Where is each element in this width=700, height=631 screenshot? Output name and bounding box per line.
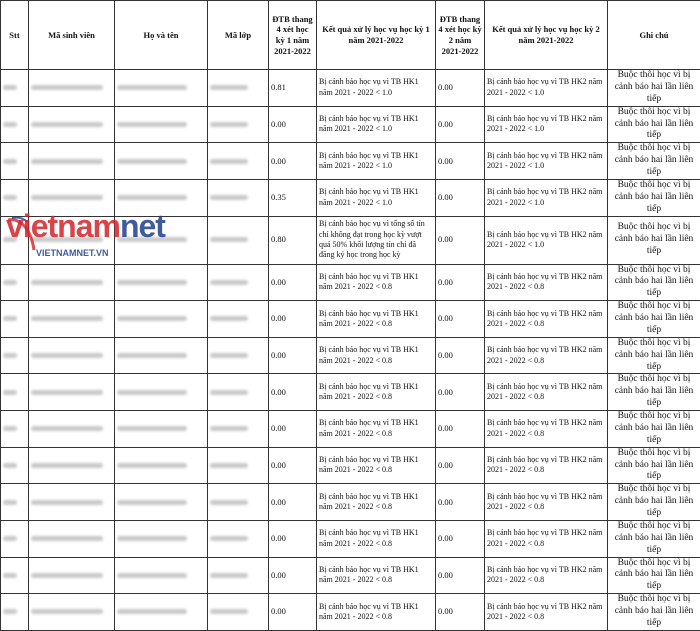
cell-class-code [208,594,269,631]
cell-gpa-sem1: 0.00 [269,374,317,411]
header-result-sem2: Kết quả xử lý học vụ học kỳ 2 năm 2021-2022 [485,1,608,70]
cell-gpa-sem1: 0.00 [269,143,317,180]
cell-result-sem1: Bị cảnh báo học vụ vì tổng số tín chỉ không đạt trong học kỳ vượt quá 50% khối lượng tín chỉ đã đăng ký học trong học kỳ [317,216,436,264]
cell-note: Buộc thôi học vì bị cảnh báo hai lần liên tiếp [608,70,700,107]
cell-student-id [29,337,115,374]
redacted-text [3,122,17,127]
cell-gpa-sem1: 0.00 [269,106,317,143]
cell-class-code [208,447,269,484]
table-row [1,484,700,521]
cell-gpa-sem1: 0.81 [269,70,317,107]
cell-stt [1,70,29,107]
cell-gpa-sem2: 0.00 [436,106,485,143]
redacted-text [31,573,103,578]
cell-stt [1,337,29,374]
cell-result-sem2: Bị cảnh báo học vụ vì TB HK2 năm 2021 - 2022 < 0.8 [485,337,608,374]
cell-result-sem2: Bị cảnh báo học vụ vì TB HK2 năm 2021 - 2022 < 1.0 [485,143,608,180]
cell-student-id [29,301,115,338]
cell-stt [1,557,29,594]
redacted-text [3,573,17,578]
cell-gpa-sem2: 0.00 [436,301,485,338]
header-result-sem1: Kết quả xử lý học vụ học kỳ 1 năm 2021-2022 [317,1,436,70]
redacted-text [31,353,103,358]
cell-result-sem1: Bị cảnh báo học vụ vì TB HK1 năm 2021 - 2022 < 0.8 [317,337,436,374]
redacted-text [31,280,103,285]
cell-full-name [115,70,208,107]
table-row [1,301,700,338]
cell-student-id [29,447,115,484]
table-row [1,447,700,484]
redacted-text [3,609,17,614]
cell-full-name [115,264,208,301]
redacted-text [31,609,103,614]
redacted-text [3,500,17,505]
cell-stt [1,484,29,521]
cell-result-sem2: Bị cảnh báo học vụ vì TB HK2 năm 2021 - 2022 < 0.8 [485,594,608,631]
redacted-text [210,536,248,541]
table-row [1,264,700,301]
redacted-text [31,536,103,541]
cell-note: Buộc thôi học vì bị cảnh báo hai lần liên tiếp [608,447,700,484]
cell-gpa-sem1: 0.00 [269,447,317,484]
cell-class-code [208,216,269,264]
cell-class-code [208,70,269,107]
cell-stt [1,594,29,631]
watermark-site: VIETNAMNET.VN [36,248,109,258]
table-header-row [1,1,700,70]
table-row [1,557,700,594]
cell-gpa-sem1: 0.00 [269,594,317,631]
cell-stt [1,264,29,301]
redacted-text [117,159,187,164]
redacted-text [31,159,103,164]
cell-student-id [29,106,115,143]
redacted-text [31,426,103,431]
redacted-text [117,500,187,505]
cell-full-name [115,143,208,180]
redacted-text [117,390,187,395]
redacted-text [31,122,103,127]
cell-result-sem1: Bị cảnh báo học vụ vì TB HK1 năm 2021 - 2022 < 1.0 [317,70,436,107]
cell-student-id [29,411,115,448]
cell-stt [1,106,29,143]
cell-gpa-sem1: 0.00 [269,557,317,594]
redacted-text [3,536,17,541]
table-row [1,374,700,411]
cell-class-code [208,411,269,448]
cell-result-sem2: Bị cảnh báo học vụ vì TB HK2 năm 2021 - 2022 < 1.0 [485,70,608,107]
cell-result-sem2: Bị cảnh báo học vụ vì TB HK2 năm 2021 - 2022 < 0.8 [485,411,608,448]
redacted-text [31,195,103,200]
cell-result-sem1: Bị cảnh báo học vụ vì TB HK1 năm 2021 - 2022 < 0.8 [317,301,436,338]
redacted-text [117,536,187,541]
redacted-text [210,463,248,468]
cell-class-code [208,264,269,301]
cell-full-name [115,447,208,484]
redacted-text [210,500,248,505]
table-row [1,70,700,107]
redacted-text [3,353,17,358]
redacted-text [210,237,248,242]
cell-class-code [208,106,269,143]
cell-stt [1,374,29,411]
cell-gpa-sem2: 0.00 [436,374,485,411]
cell-full-name [115,106,208,143]
redacted-text [31,500,103,505]
cell-student-id [29,594,115,631]
watermark-brand-main: vietnam [6,208,120,244]
cell-stt [1,411,29,448]
cell-result-sem2: Bị cảnh báo học vụ vì TB HK2 năm 2021 - 2022 < 0.8 [485,557,608,594]
cell-stt [1,143,29,180]
redacted-text [210,280,248,285]
cell-student-id [29,70,115,107]
cell-class-code [208,143,269,180]
redacted-text [3,159,17,164]
cell-result-sem2: Bị cảnh báo học vụ vì TB HK2 năm 2021 - 2022 < 1.0 [485,216,608,264]
redacted-text [210,85,248,90]
cell-full-name [115,374,208,411]
cell-result-sem1: Bị cảnh báo học vụ vì TB HK1 năm 2021 - 2022 < 0.8 [317,557,436,594]
header-student-id: Mã sinh viên [29,1,115,70]
redacted-text [210,159,248,164]
cell-result-sem2: Bị cảnh báo học vụ vì TB HK2 năm 2021 - 2022 < 1.0 [485,106,608,143]
redacted-text [117,316,187,321]
watermark-brand [6,208,165,245]
cell-class-code [208,520,269,557]
cell-gpa-sem1: 0.80 [269,216,317,264]
redacted-text [117,280,187,285]
cell-result-sem2: Bị cảnh báo học vụ vì TB HK2 năm 2021 - 2022 < 0.8 [485,447,608,484]
redacted-text [117,353,187,358]
cell-full-name [115,484,208,521]
redacted-text [31,316,103,321]
redacted-text [117,463,187,468]
redacted-text [210,426,248,431]
cell-note: Buộc thôi học vì bị cảnh báo hai lần liên tiếp [608,411,700,448]
cell-stt [1,520,29,557]
redacted-text [31,390,103,395]
cell-result-sem2: Bị cảnh báo học vụ vì TB HK2 năm 2021 - 2022 < 1.0 [485,179,608,216]
redacted-text [117,122,187,127]
redacted-text [117,609,187,614]
table-row [1,143,700,180]
cell-gpa-sem2: 0.00 [436,337,485,374]
redacted-text [117,426,187,431]
cell-result-sem1: Bị cảnh báo học vụ vì TB HK1 năm 2021 - 2022 < 0.8 [317,484,436,521]
cell-student-id [29,143,115,180]
cell-gpa-sem2: 0.00 [436,179,485,216]
cell-result-sem2: Bị cảnh báo học vụ vì TB HK2 năm 2021 - 2022 < 0.8 [485,264,608,301]
redacted-text [3,463,17,468]
cell-student-id [29,264,115,301]
cell-note: Buộc thôi học vì bị cảnh báo hai lần liên tiếp [608,594,700,631]
cell-result-sem2: Bị cảnh báo học vụ vì TB HK2 năm 2021 - 2022 < 0.8 [485,484,608,521]
redacted-text [210,316,248,321]
header-stt: Stt [1,1,29,70]
cell-result-sem1: Bị cảnh báo học vụ vì TB HK1 năm 2021 - 2022 < 0.8 [317,374,436,411]
redacted-text [3,195,17,200]
redacted-text [3,316,17,321]
watermark-brand-accent: net [120,208,165,244]
cell-class-code [208,337,269,374]
cell-gpa-sem1: 0.00 [269,301,317,338]
cell-note: Buộc thôi học vì bị cảnh báo hai lần liên tiếp [608,301,700,338]
cell-student-id [29,520,115,557]
header-note: Ghi chú [608,1,700,70]
cell-result-sem1: Bị cảnh báo học vụ vì TB HK1 năm 2021 - 2022 < 0.8 [317,411,436,448]
cell-student-id [29,484,115,521]
cell-gpa-sem1: 0.00 [269,264,317,301]
cell-note: Buộc thôi học vì bị cảnh báo hai lần liên tiếp [608,484,700,521]
cell-class-code [208,301,269,338]
cell-note: Buộc thôi học vì bị cảnh báo hai lần liên tiếp [608,216,700,264]
cell-class-code [208,374,269,411]
cell-note: Buộc thôi học vì bị cảnh báo hai lần liên tiếp [608,557,700,594]
cell-gpa-sem1: 0.00 [269,520,317,557]
table-body [1,70,700,631]
redacted-text [31,85,103,90]
redacted-text [210,573,248,578]
cell-full-name [115,594,208,631]
cell-note: Buộc thôi học vì bị cảnh báo hai lần liên tiếp [608,520,700,557]
header-gpa-sem1: ĐTB thang 4 xét học kỳ 1 năm 2021-2022 [269,1,317,70]
cell-result-sem1: Bị cảnh báo học vụ vì TB HK1 năm 2021 - 2022 < 0.8 [317,447,436,484]
cell-note: Buộc thôi học vì bị cảnh báo hai lần liên tiếp [608,337,700,374]
cell-full-name [115,520,208,557]
redacted-text [3,280,17,285]
cell-note: Buộc thôi học vì bị cảnh báo hai lần liên tiếp [608,143,700,180]
cell-result-sem1: Bị cảnh báo học vụ vì TB HK1 năm 2021 - 2022 < 1.0 [317,143,436,180]
cell-gpa-sem2: 0.00 [436,216,485,264]
cell-gpa-sem2: 0.00 [436,143,485,180]
redacted-text [3,426,17,431]
cell-stt [1,301,29,338]
redacted-text [3,85,17,90]
table-row [1,594,700,631]
cell-gpa-sem1: 0.35 [269,179,317,216]
cell-result-sem2: Bị cảnh báo học vụ vì TB HK2 năm 2021 - 2022 < 0.8 [485,301,608,338]
cell-result-sem2: Bị cảnh báo học vụ vì TB HK2 năm 2021 - 2022 < 0.8 [485,520,608,557]
header-full-name: Họ và tên [115,1,208,70]
redacted-text [210,609,248,614]
cell-note: Buộc thôi học vì bị cảnh báo hai lần liên tiếp [608,179,700,216]
redacted-text [210,195,248,200]
table-row [1,411,700,448]
header-gpa-sem2: ĐTB thang 4 xét học kỳ 2 năm 2021-2022 [436,1,485,70]
header-class-code: Mã lớp [208,1,269,70]
cell-full-name [115,301,208,338]
cell-note: Buộc thôi học vì bị cảnh báo hai lần liên tiếp [608,106,700,143]
cell-gpa-sem1: 0.00 [269,411,317,448]
cell-class-code [208,557,269,594]
cell-note: Buộc thôi học vì bị cảnh báo hai lần liên tiếp [608,264,700,301]
redacted-text [210,353,248,358]
cell-result-sem2: Bị cảnh báo học vụ vì TB HK2 năm 2021 - 2022 < 0.8 [485,374,608,411]
redacted-text [210,390,248,395]
cell-gpa-sem2: 0.00 [436,447,485,484]
cell-class-code [208,484,269,521]
cell-gpa-sem2: 0.00 [436,70,485,107]
redacted-text [117,573,187,578]
cell-gpa-sem2: 0.00 [436,484,485,521]
cell-full-name [115,411,208,448]
cell-result-sem1: Bị cảnh báo học vụ vì TB HK1 năm 2021 - 2022 < 1.0 [317,106,436,143]
redacted-text [3,390,17,395]
cell-student-id [29,557,115,594]
redacted-text [210,122,248,127]
cell-gpa-sem2: 0.00 [436,411,485,448]
redacted-text [31,463,103,468]
table-row [1,337,700,374]
cell-full-name [115,557,208,594]
table-row [1,106,700,143]
table-row [1,520,700,557]
cell-result-sem1: Bị cảnh báo học vụ vì TB HK1 năm 2021 - 2022 < 0.8 [317,264,436,301]
cell-student-id [29,374,115,411]
cell-gpa-sem2: 0.00 [436,594,485,631]
cell-gpa-sem2: 0.00 [436,557,485,594]
cell-result-sem1: Bị cảnh báo học vụ vì TB HK1 năm 2021 - 2022 < 1.0 [317,179,436,216]
cell-gpa-sem2: 0.00 [436,264,485,301]
redacted-text [117,195,187,200]
cell-gpa-sem1: 0.00 [269,484,317,521]
cell-gpa-sem2: 0.00 [436,520,485,557]
cell-gpa-sem1: 0.00 [269,337,317,374]
cell-stt [1,447,29,484]
cell-full-name [115,337,208,374]
cell-result-sem1: Bị cảnh báo học vụ vì TB HK1 năm 2021 - 2022 < 0.8 [317,520,436,557]
redacted-text [117,85,187,90]
cell-result-sem1: Bị cảnh báo học vụ vì TB HK1 năm 2021 - 2022 < 0.8 [317,594,436,631]
vietnamnet-watermark [6,208,154,268]
cell-note: Buộc thôi học vì bị cảnh báo hai lần liên tiếp [608,374,700,411]
cell-class-code [208,179,269,216]
